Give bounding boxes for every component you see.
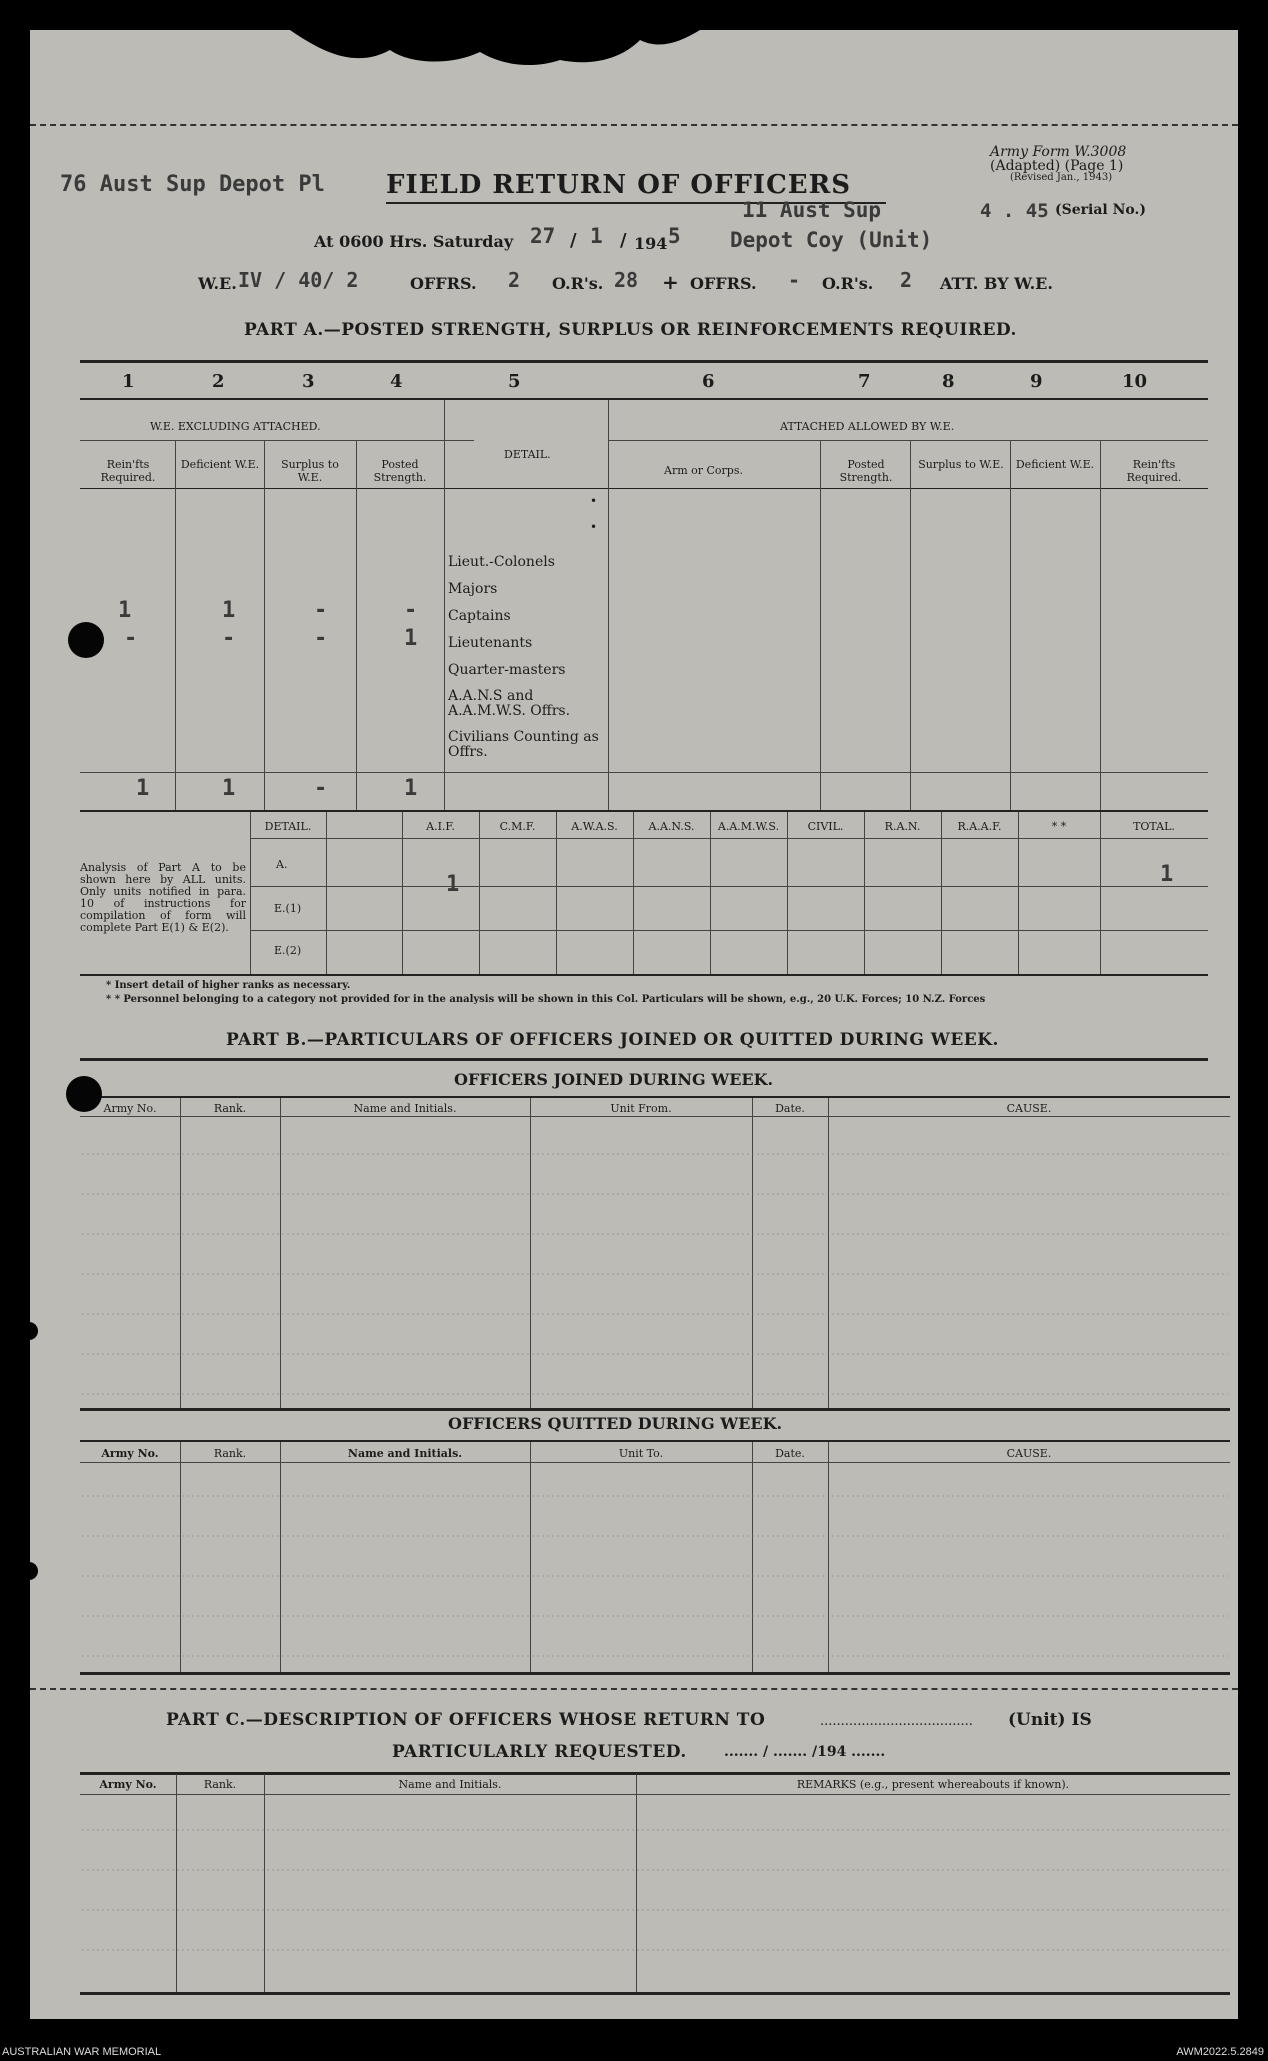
an-hdr-other: * *	[1051, 820, 1067, 833]
capt-reinfts: 1	[118, 598, 132, 623]
an-row-a: A.	[276, 858, 288, 871]
hdr-surplus-r: Surplus to W.E.	[918, 458, 1004, 471]
offrs-value: 2	[508, 268, 521, 292]
total-reinfts: 1	[136, 776, 150, 801]
ors-label: O.R's.	[552, 274, 604, 293]
we-label: W.E.	[198, 274, 237, 293]
hdr-reinfts: Rein'fts Required.	[100, 458, 156, 484]
offrs2-value: -	[788, 268, 801, 292]
capt-deficient: 1	[222, 598, 236, 623]
an-hdr-detail: DETAIL.	[264, 820, 312, 833]
form-adapted: (Adapted) (Page 1)	[990, 158, 1124, 174]
rank-lt-col: Lieut.-Colonels	[448, 554, 555, 570]
an-hdr-aans: A.A.N.S.	[648, 820, 695, 833]
hdr-posted-r: Posted Strength.	[839, 458, 893, 484]
total-deficient: 1	[222, 776, 236, 801]
att-label: ATT. BY W.E.	[940, 274, 1053, 293]
hdr-deficient-r: Deficient W.E.	[1015, 458, 1095, 471]
form-name: Army Form W.3008	[990, 144, 1127, 160]
dotted-row-lines	[30, 30, 1238, 2019]
capt-posted: -	[404, 598, 418, 623]
serial-value: 4 . 45	[980, 200, 1049, 222]
quitted-hdr-name: Name and Initials.	[347, 1447, 463, 1460]
footnote-2: * * Personnel belonging to a category not provided for in the analysis will be shown in this Col. Particulars will be shown, e.g., 20 U.K. Forces; 10 N.Z. Forces	[106, 994, 986, 1005]
an-hdr-civil: CIVIL.	[807, 820, 844, 833]
an-total-a: 1	[1160, 862, 1174, 887]
quitted-hdr-rank: Rank.	[213, 1447, 247, 1460]
part-c-date: ....... / ....... /194 .......	[724, 1744, 886, 1760]
col-num-4: 4	[390, 371, 403, 392]
plus-sign: +	[662, 270, 679, 294]
rank-qm: Quarter-masters	[448, 662, 566, 678]
total-surplus: -	[314, 776, 328, 801]
analysis-note: Analysis of Part A to be shown here by ALL units. Only units notified in para. 10 of instructions for compilation of form will complete Part E(1) & E(2).	[80, 861, 246, 934]
serial-label: (Serial No.)	[1055, 202, 1146, 218]
part-c-unit-is: (Unit) IS	[1008, 1710, 1092, 1730]
an-hdr-cmf: C.M.F.	[499, 820, 536, 833]
capt-surplus: -	[314, 598, 328, 623]
ors2-value: 2	[900, 268, 913, 292]
total-posted: 1	[404, 776, 418, 801]
joined-hdr-rank: Rank.	[213, 1102, 247, 1115]
an-hdr-awas: A.W.A.S.	[571, 820, 618, 833]
dot-1: •	[590, 494, 598, 508]
date-sep2: /	[620, 230, 627, 251]
col-num-6: 6	[702, 371, 715, 392]
attached-header: ATTACHED ALLOWED BY W.E.	[780, 420, 955, 433]
pc-hdr-name: Name and Initials.	[398, 1778, 502, 1791]
hdr-posted: Posted Strength.	[373, 458, 427, 484]
rank-lieutenants: Lieutenants	[448, 635, 533, 651]
date-year-digit: 5	[668, 224, 681, 248]
pc-hdr-rank: Rank.	[203, 1778, 237, 1791]
we-value: IV / 40/ 2	[238, 268, 359, 292]
joined-title: OFFICERS JOINED DURING WEEK.	[454, 1070, 774, 1089]
offrs2-label: OFFRS.	[690, 274, 757, 293]
joined-hdr-name: Name and Initials.	[353, 1102, 457, 1115]
detail-header: DETAIL.	[504, 448, 551, 461]
part-a-title: PART A.—POSTED STRENGTH, SURPLUS OR REINFORCEMENTS REQUIRED.	[244, 320, 1017, 340]
part-c-line2: PARTICULARLY REQUESTED.	[392, 1742, 687, 1762]
date-year-prefix: 194	[634, 234, 668, 253]
at-label: At 0600 Hrs. Saturday	[314, 232, 514, 251]
rank-captains: Captains	[448, 608, 511, 624]
an-row-e1: E.(1)	[274, 902, 302, 915]
col-num-2: 2	[212, 371, 225, 392]
dot-2: •	[590, 520, 598, 534]
arm-header: Arm or Corps.	[664, 464, 743, 477]
quitted-title: OFFICERS QUITTED DURING WEEK.	[448, 1414, 783, 1433]
offrs-label: OFFRS.	[410, 274, 477, 293]
lt-surplus: -	[314, 626, 328, 651]
quitted-hdr-cause: CAUSE.	[1006, 1447, 1052, 1460]
an-row-e2: E.(2)	[274, 944, 302, 957]
lt-reinfts: -	[124, 626, 138, 651]
col-num-8: 8	[942, 371, 955, 392]
part-b-title: PART B.—PARTICULARS OF OFFICERS JOINED OR QUITTED DURING WEEK.	[226, 1030, 999, 1050]
pc-hdr-armyno: Army No.	[99, 1778, 157, 1791]
unit-typed: 76 Aust Sup Depot Pl	[60, 172, 325, 197]
an-aif-a: 1	[446, 872, 460, 897]
footnote-1: * Insert detail of higher ranks as necessary.	[106, 980, 351, 991]
an-hdr-aamws: A.A.M.W.S.	[717, 820, 780, 833]
date-sep: /	[570, 230, 577, 251]
ors2-label: O.R's.	[822, 274, 874, 293]
col-num-1: 1	[122, 371, 135, 392]
col-num-9: 9	[1030, 371, 1043, 392]
pc-hdr-remarks: REMARKS (e.g., present whereabouts if known).	[796, 1778, 1070, 1791]
rank-aans: A.A.N.S and A.A.M.W.S. Offrs.	[448, 688, 571, 719]
date-day: 27	[530, 224, 556, 248]
hdr-surplus: Surplus to W.E.	[281, 458, 339, 484]
unit-typed2: Depot Coy (Unit)	[730, 228, 933, 252]
we-excl-header: W.E. EXCLUDING ATTACHED.	[150, 420, 321, 433]
rank-majors: Majors	[448, 581, 498, 597]
quitted-hdr-unit: Unit To.	[618, 1447, 664, 1460]
rank-civilians: Civilians Counting as Offrs.	[448, 729, 599, 760]
form-title: FIELD RETURN OF OFFICERS	[386, 170, 851, 200]
footer-right: AWM2022.5.2849	[1176, 2046, 1264, 2058]
quitted-hdr-armyno: Army No.	[101, 1447, 159, 1460]
col-num-10: 10	[1122, 371, 1148, 392]
lt-deficient: -	[222, 626, 236, 651]
joined-hdr-armyno: Army No.	[103, 1102, 157, 1115]
form-revised: (Revised Jan., 1943)	[1010, 172, 1113, 183]
lt-posted: 1	[404, 626, 418, 651]
date-month: 1	[590, 224, 603, 248]
joined-hdr-date: Date.	[775, 1102, 805, 1115]
ors-value: 28	[614, 268, 639, 292]
an-hdr-raaf: R.A.A.F.	[957, 820, 1002, 833]
an-hdr-ran: R.A.N.	[884, 820, 921, 833]
unit-line2: 11 Aust Sup	[742, 198, 882, 222]
joined-hdr-cause: CAUSE.	[1006, 1102, 1052, 1115]
footer-left: AUSTRALIAN WAR MEMORIAL	[2, 2046, 162, 2058]
hdr-deficient: Deficient W.E.	[180, 458, 260, 471]
hdr-reinfts-r: Rein'fts Required.	[1126, 458, 1182, 484]
an-hdr-total: TOTAL.	[1133, 820, 1175, 833]
quitted-hdr-date: Date.	[775, 1447, 805, 1460]
joined-hdr-unit: Unit From.	[610, 1102, 672, 1115]
col-num-7: 7	[858, 371, 871, 392]
part-c-title: PART C.—DESCRIPTION OF OFFICERS WHOSE RETURN TO	[166, 1710, 766, 1730]
col-num-5: 5	[508, 371, 521, 392]
col-num-3: 3	[302, 371, 315, 392]
an-hdr-aif: A.I.F.	[426, 820, 455, 833]
part-c-blank: .....................................	[820, 1714, 973, 1729]
